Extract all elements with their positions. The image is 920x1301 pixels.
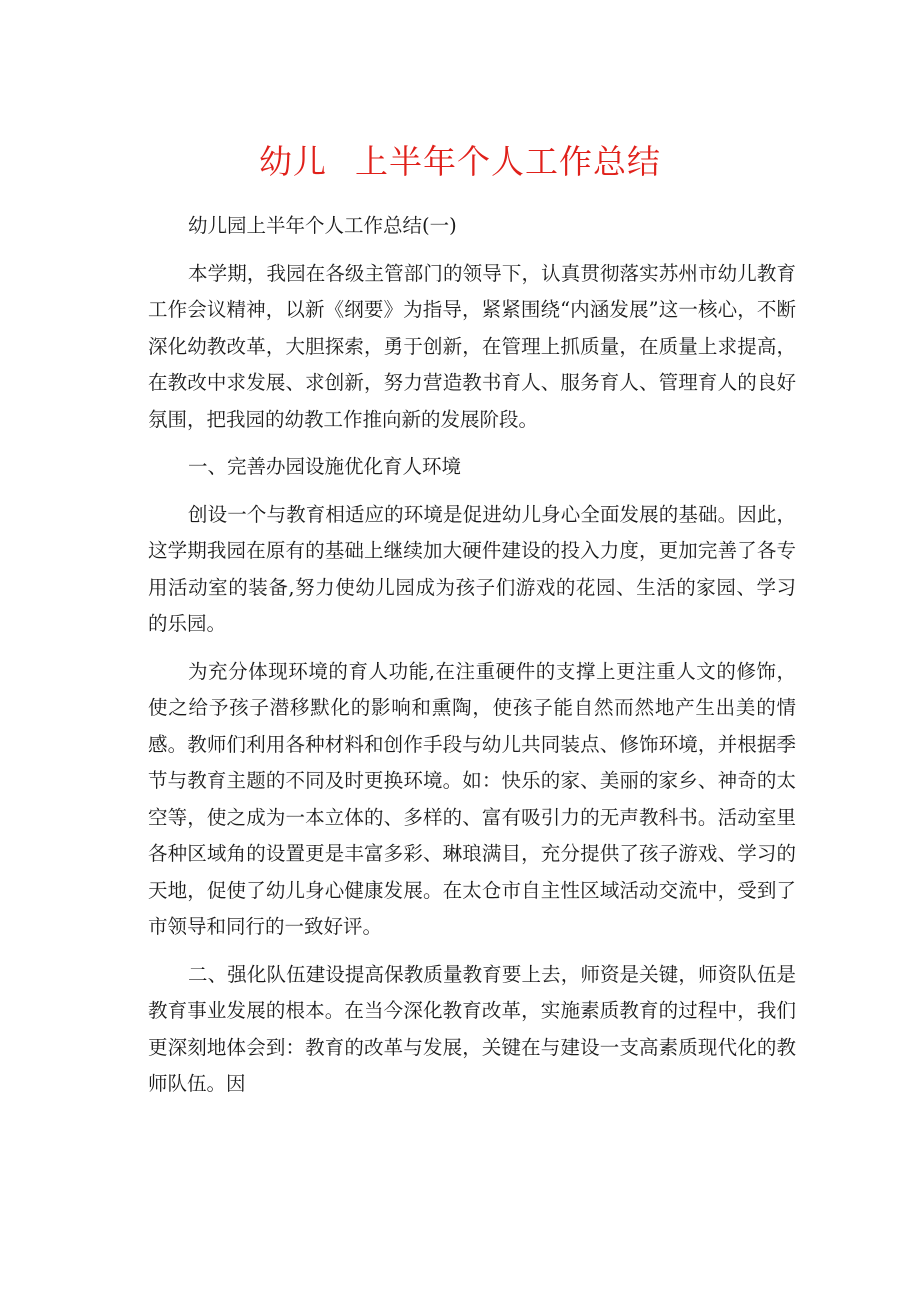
- document-title: [0, 138, 920, 186]
- paragraph-environment: 创设一个与教育相适应的环境是促进幼儿身心全面发展的基础。因此，这学期我园在原有的基础上继续加大硬件建设的投入力度，更加完善了各专用活动室的装备,努力使幼儿园成为孩子们游戏的花园、生活的家园、学习的乐园。: [148, 502, 796, 635]
- title-part-2: 上半年个人工作总结: [355, 142, 661, 181]
- paragraph-humanistic: 为充分体现环境的育人功能,在注重硬件的支撑上更注重人文的修饰，使之给予孩子潜移默化的影响和熏陶，使孩子能自然而然地产生出美的情感。教师们利用各种材料和创作手段与幼儿共同装点、修饰环境，并根据季节与教育主题的不同及时更换环境。如：快乐的家、美丽的家乡、神奇的太空等，使之成为一本立体的、多样的、富有吸引力的无声教科书。活动室里各种区域角的设置更是丰富多彩、琳琅满目，充分提供了孩子游戏、学习的天地，促使了幼儿身心健康发展。在太仓市自主性区域活动交流中，受到了市领导和同行的一致好评。: [148, 659, 796, 938]
- section-heading-2-paragraph: 二、强化队伍建设提高保教质量教育要上去，师资是关键，师资队伍是教育事业发展的根本。在当今深化教育改革，实施素质教育的过程中，我们更深刻地体会到：教育的改革与发展，关键在与建设一支高素质现代化的教师队伍。因: [148, 962, 796, 1095]
- document-body: [148, 208, 796, 1103]
- title-part-1: 幼儿: [259, 142, 327, 181]
- document-subtitle: 幼儿园上半年个人工作总结(一): [188, 214, 457, 237]
- section-heading-1: 一、完善办园设施优化育人环境: [188, 455, 462, 478]
- paragraph-intro: 本学期，我园在各级主管部门的领导下，认真贯彻落实苏州市幼儿教育工作会议精神，以新《纲要》为指导，紧紧围绕“内涵发展”这一核心，不断深化幼教改革，大胆探索，勇于创新，在管理上抓质量，在质量上求提高，在教改中求发展、求创新，努力营造教书育人、服务育人、管理育人的良好氛围，把我园的幼教工作推向新的发展阶段。: [148, 261, 796, 431]
